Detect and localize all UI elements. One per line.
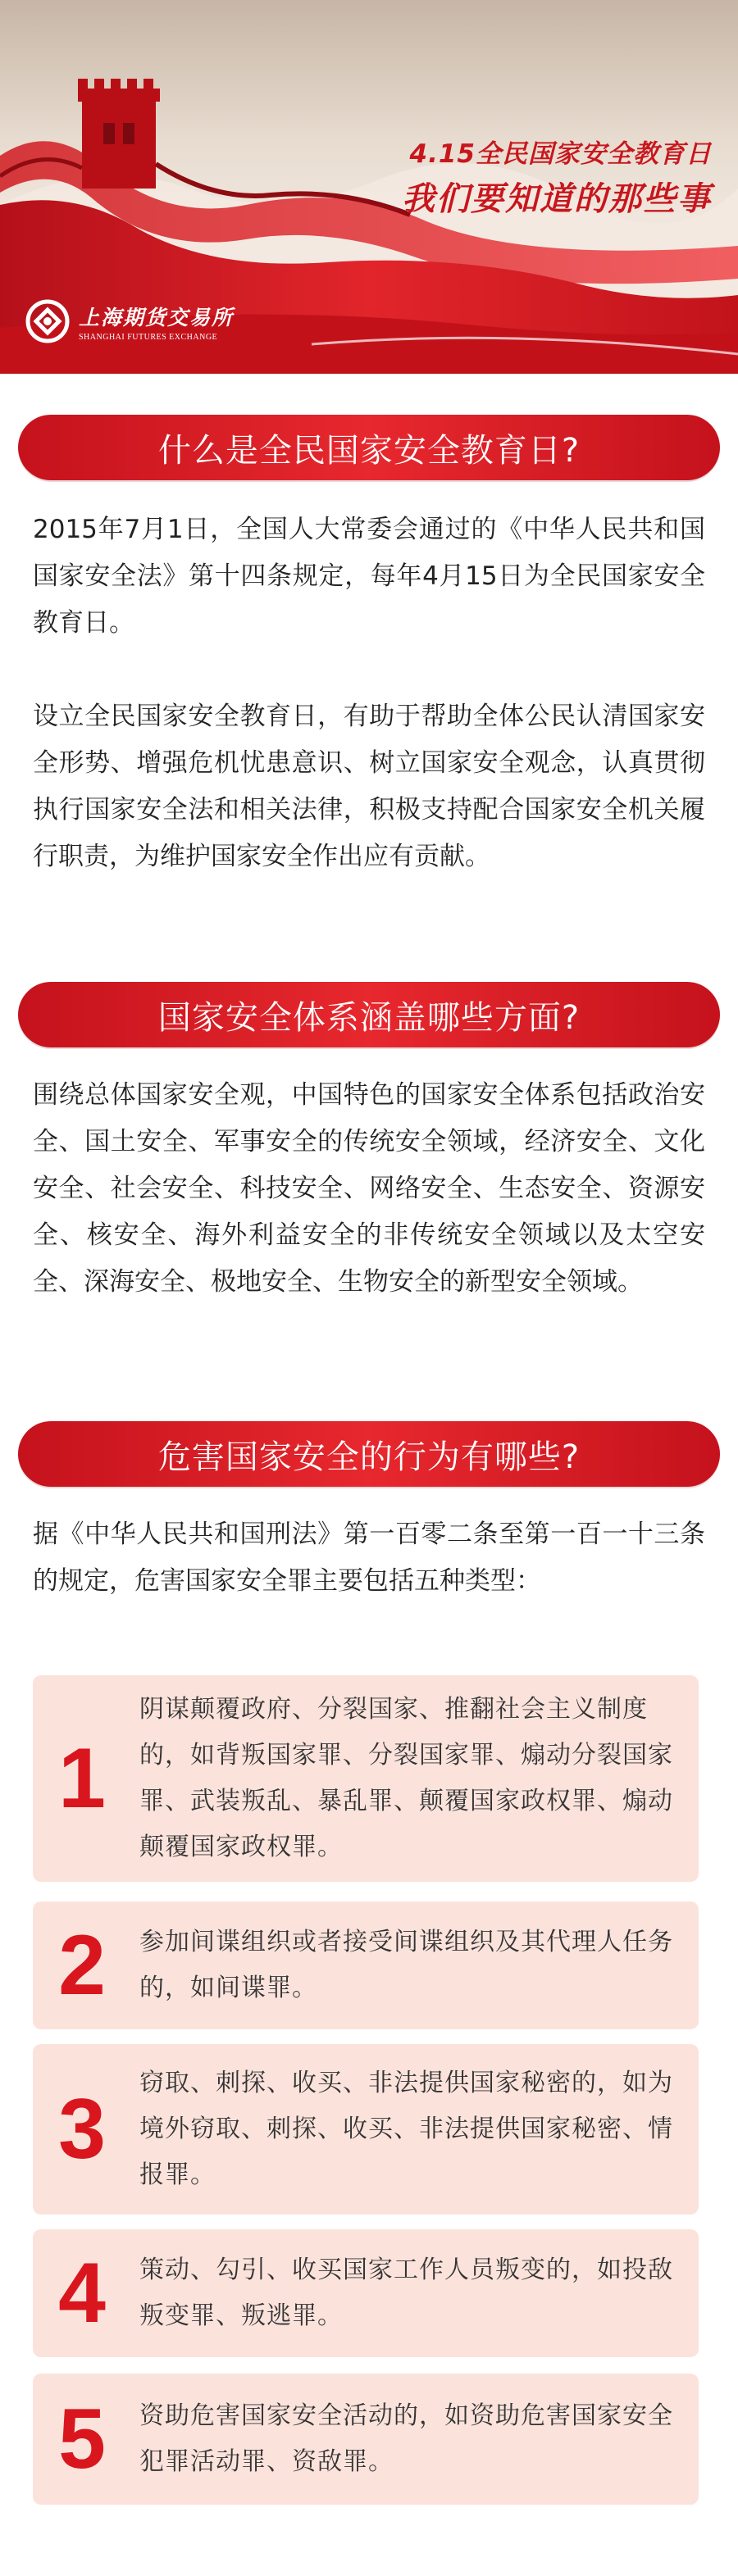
section-header-2: 国家安全体系涵盖哪些方面? bbox=[18, 982, 720, 1047]
list-item bbox=[33, 2229, 699, 2357]
list-item-number: 1 bbox=[58, 1730, 106, 1826]
hero-title bbox=[402, 133, 712, 220]
list-item bbox=[33, 1901, 699, 2029]
hero-banner bbox=[0, 0, 738, 374]
exchange-logo bbox=[25, 298, 234, 344]
section-3-paragraph-1: 据《中华人民共和国刑法》第一百零二条至第一百一十三条的规定，危害国家安全罪主要包括五种类型： bbox=[33, 1520, 705, 1596]
logo-text-en: SHANGHAI FUTURES EXCHANGE bbox=[79, 332, 218, 342]
list-item-text: 资助危害国家安全活动的，如资助危害国家安全犯罪活动罪、资敌罪。 bbox=[139, 2401, 673, 2476]
hero-title-line1: 4.15全民国家安全教育日 bbox=[409, 139, 712, 169]
list-item-text: 阴谋颠覆政府、分裂国家、推翻社会主义制度的，如背叛国家罪、分裂国家罪、煽动分裂国家罪、武装叛乱、暴乱罪、颠覆国家政权罪、煽动颠覆国家政权罪。 bbox=[139, 1695, 673, 1861]
list-item-text: 策动、勾引、收买国家工作人员叛变的，如投敌叛变罪、叛逃罪。 bbox=[139, 2256, 673, 2330]
list-item-number: 3 bbox=[58, 2081, 106, 2177]
list-item-text: 窃取、刺探、收买、非法提供国家秘密的，如为境外窃取、刺探、收买、非法提供国家秘密、情报罪。 bbox=[139, 2069, 673, 2189]
section-2-paragraph-1: 围绕总体国家安全观，中国特色的国家安全体系包括政治安全、国土安全、军事安全的传统安全领域，经济安全、文化安全、社会安全、科技安全、网络安全、生态安全、资源安全、核安全、海外利益安全的非传统安全领域以及太空安全、深海安全、极地安全、生物安全的新型安全领域。 bbox=[33, 1080, 705, 1297]
hero-title-line2: 我们要知道的那些事 bbox=[402, 180, 712, 218]
exchange-logo-icon bbox=[25, 298, 71, 344]
list-item-number: 4 bbox=[58, 2245, 106, 2341]
section-header-3: 危害国家安全的行为有哪些? bbox=[18, 1421, 720, 1487]
list-item-text: 参加间谍组织或者接受间谍组织及其代理人任务的，如间谍罪。 bbox=[139, 1928, 673, 2002]
list-item bbox=[33, 1675, 699, 1882]
section-header-1: 什么是全民国家安全教育日? bbox=[18, 415, 720, 480]
logo-text-cn: 上海期货交易所 bbox=[79, 305, 235, 329]
list-item bbox=[33, 2374, 699, 2505]
list-item bbox=[33, 2044, 699, 2215]
section-1-paragraph-2: 设立全民国家安全教育日，有助于帮助全体公民认清国家安全形势、增强危机忧患意识、树立国家安全观念，认真贯彻执行国家安全法和相关法律，积极支持配合国家安全机关履行职责，为维护国家安全作出应有贡献。 bbox=[33, 702, 705, 871]
section-1-paragraph-1: 2015年7月1日，全国人大常委会通过的《中华人民共和国国家安全法》第十四条规定，每年4月15日为全民国家安全教育日。 bbox=[33, 515, 705, 638]
list-item-number: 2 bbox=[58, 1917, 106, 2013]
list-item-number: 5 bbox=[58, 2391, 106, 2487]
